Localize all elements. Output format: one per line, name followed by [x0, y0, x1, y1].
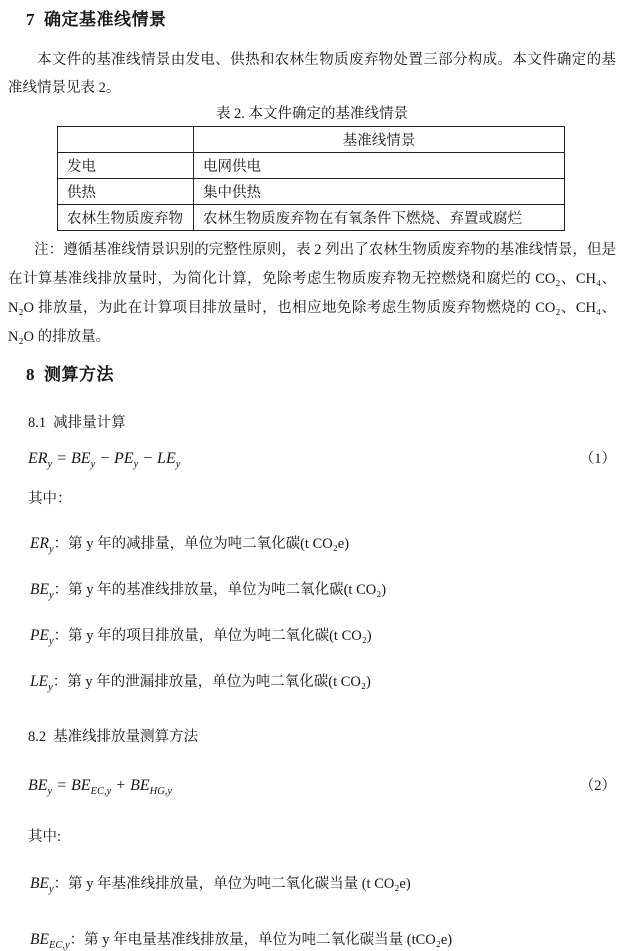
definition-symbol: PE — [30, 627, 49, 644]
definition-BE — [30, 579, 616, 601]
definition-text: ：第 y 年的泄漏排放量，单位为吨二氧化碳(t CO₂) — [52, 674, 371, 690]
eq2-term: BE — [130, 777, 150, 794]
definition-subscript: y — [48, 590, 54, 601]
where-label-1: 其中： — [28, 491, 72, 507]
definition-subscript: y — [48, 544, 54, 555]
table-cell-scenario: 集中供热 — [194, 179, 565, 205]
section-8-1-heading — [28, 413, 616, 433]
eq2-term: BE — [71, 777, 91, 794]
definition-text: ：第 y 年的基准线排放量，单位为吨二氧化碳(t CO₂) — [53, 582, 387, 598]
eq1-sub: y — [175, 459, 181, 470]
definition-BE-y — [30, 873, 616, 895]
eq1-sub: y — [90, 459, 96, 470]
eq2-sub: HG,y — [149, 786, 173, 797]
definition-LE — [30, 671, 616, 693]
table-2-caption: 表 2. 本文件确定的基准线情景 — [215, 106, 409, 122]
eq2-sub: EC,y — [90, 786, 112, 797]
table-cell-scenario: 电网供电 — [194, 153, 565, 179]
eq1-term: BE — [71, 450, 91, 467]
section-8-number: 8 — [26, 365, 35, 384]
eq1-sub: y — [133, 459, 139, 470]
definition-symbol: BE — [30, 875, 49, 892]
definition-text: ：第 y 年的减排量，单位为吨二氧化碳(t CO₂e) — [53, 536, 350, 552]
section-8-1-number: 8.1 — [28, 415, 47, 431]
table-header-row — [58, 127, 565, 153]
eq2-sub: y — [47, 786, 53, 797]
definition-text: ：第 y 年的项目排放量，单位为吨二氧化碳(t CO₂) — [53, 628, 372, 644]
definition-BE-EC-y — [30, 929, 616, 951]
equation-2 — [28, 773, 616, 799]
definition-symbol: ER — [30, 535, 49, 552]
definition-symbol: BE — [30, 931, 49, 948]
eq1-term: PE — [114, 450, 134, 467]
table-2-note: 注：遵循基准线情景识别的完整性原则，表 2 列出了农林生物质废弃物的基准线情景，但是在计算基准线排放量时，为简化计算，免除考虑生物质废弃物无控燃烧和腐烂的 CO₂、CH₄、N₂O 排放量，为此在计算项目排放量时，也相应地免除考虑生物质废弃物燃烧的 CO₂、CH₄、N₂O 的排放量。 — [8, 242, 616, 345]
equation-1 — [28, 446, 616, 472]
eq2-op: + — [111, 777, 131, 794]
table-row — [58, 205, 565, 231]
table-header-empty-cell — [58, 127, 194, 153]
definition-text: ：第 y 年电量基准线排放量，单位为吨二氧化碳当量 (tCO₂e) — [69, 932, 453, 948]
equation-1-number: （1） — [579, 451, 616, 467]
baseline-scenario-table — [57, 126, 565, 231]
section-8-2-heading — [28, 727, 616, 747]
eq2-op: = — [52, 777, 72, 794]
section-7-heading — [26, 8, 616, 32]
eq1-term: LE — [157, 450, 176, 467]
table-row — [58, 153, 565, 179]
definition-subscript: y — [48, 636, 54, 647]
table-header-scenario: 基准线情景 — [194, 127, 565, 153]
table-cell-item: 供热 — [58, 179, 194, 205]
section-8-title: 测算方法 — [44, 365, 114, 384]
definition-subscript: y — [48, 682, 53, 693]
section-8-2-number: 8.2 — [28, 729, 47, 745]
section-7-paragraph: 本文件的基准线情景由发电、供热和农林生物质废弃物处置三部分构成。本文件确定的基准线情景见表 2。 — [8, 52, 616, 96]
table-row — [58, 179, 565, 205]
eq1-sub: y — [47, 459, 53, 470]
definition-subscript: y — [48, 884, 54, 895]
table-cell-item: 农林生物质废弃物 — [58, 205, 194, 231]
section-8-1-title: 减排量计算 — [53, 415, 126, 431]
eq1-term: ER — [28, 450, 48, 467]
definition-subscript: EC,y — [48, 940, 70, 951]
equation-2-number: （2） — [579, 778, 616, 794]
table-cell-scenario: 农林生物质废弃物在有氧条件下燃烧、弃置或腐烂 — [194, 205, 565, 231]
eq1-op: − — [138, 450, 158, 467]
eq1-op: − — [95, 450, 115, 467]
section-7-title: 确定基准线情景 — [44, 10, 167, 29]
definition-symbol: BE — [30, 581, 49, 598]
section-7-number: 7 — [26, 10, 35, 29]
eq1-op: = — [52, 450, 72, 467]
section-8-2-title: 基准线排放量测算方法 — [53, 729, 199, 745]
section-8-heading — [26, 363, 616, 387]
definition-symbol: LE — [30, 673, 49, 690]
definition-ER — [30, 533, 616, 555]
definition-PE — [30, 625, 616, 647]
table-cell-item: 发电 — [58, 153, 194, 179]
where-label-2: 其中: — [28, 829, 62, 845]
definition-text: ：第 y 年基准线排放量，单位为吨二氧化碳当量 (t CO₂e) — [53, 876, 411, 892]
eq2-term: BE — [28, 777, 48, 794]
